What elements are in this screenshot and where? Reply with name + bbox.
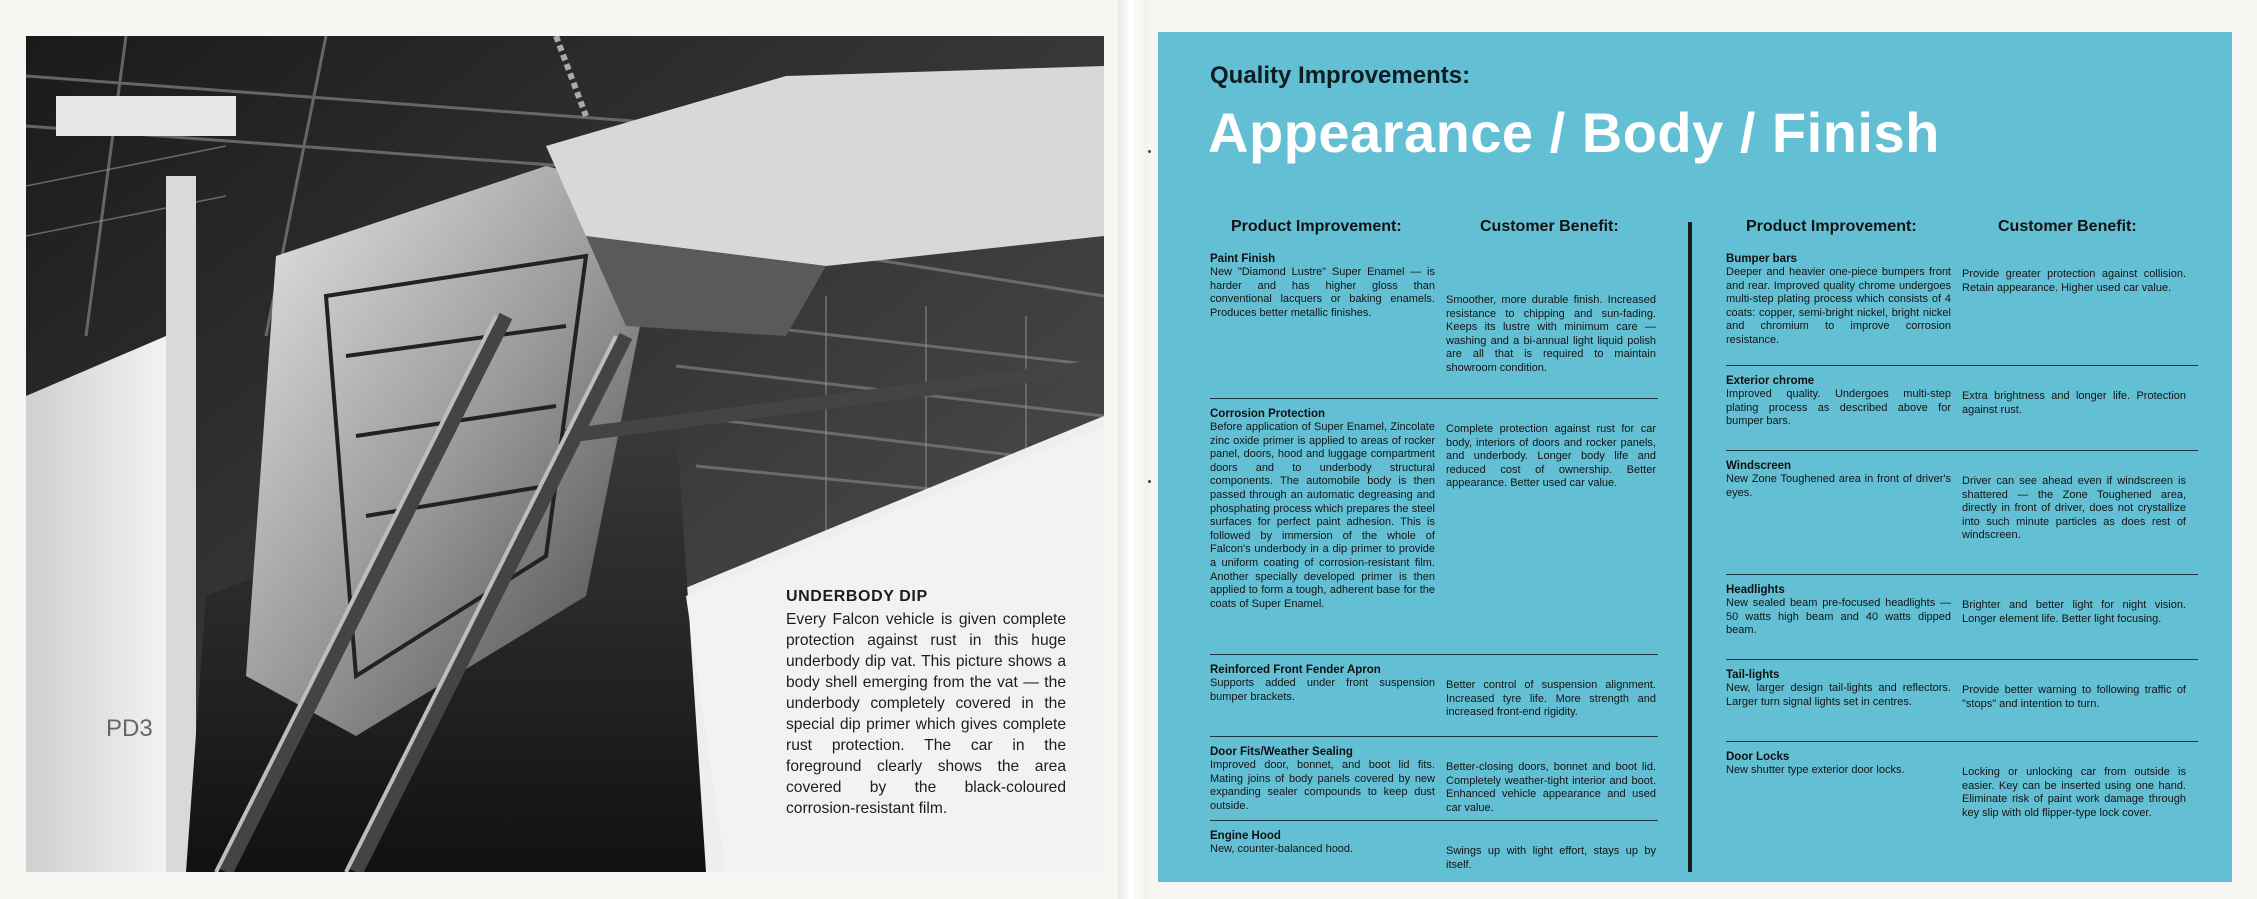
caption-body: Every Falcon vehicle is given complete protection against rust in this huge underbody dip vat. This picture shows a body shell emerging from the vat — the underbody completely covered in the special dip primer which gives complete rust protection. The car in the foreground clearly shows the area covered by the black-coloured corrosion-resistant film. — [786, 611, 1066, 817]
page-gutter — [1118, 0, 1148, 899]
binding-mark — [1148, 480, 1151, 483]
list-item — [1726, 366, 2198, 451]
right-benefit-header: Customer Benefit: — [1998, 218, 2137, 235]
item-benefit: Provide better warning to following traffic of "stops" and intention to turn. — [1962, 684, 2186, 710]
item-description: Improved door, bonnet, and boot lid fits. Mating joins of body panels covered by new expanding sealer compounds to keep dust outside. — [1210, 759, 1435, 812]
item-description: Improved quality. Undergoes multi-step plating process as described above for bumper bars. — [1726, 388, 1951, 428]
item-description: New shutter type exterior door locks. — [1726, 764, 1905, 776]
right-improvements-list — [1726, 244, 2198, 832]
item-title: Exterior chrome — [1726, 375, 1815, 387]
item-benefit: Better-closing doors, bonnet and boot lid. Completely weather-tight interior and boot. Enhanced vehicle appearance and used car value. — [1446, 761, 1656, 814]
section-kicker: Quality Improvements: — [1210, 62, 1471, 89]
item-benefit: Swings up with light effort, stays up by itself. — [1446, 845, 1656, 871]
item-title: Tail-lights — [1726, 669, 1780, 681]
list-item — [1726, 742, 2198, 832]
photo-booth-label: PD3 — [106, 715, 153, 742]
item-description: Deeper and heavier one-piece bumpers front and rear. Improved quality chrome undergoes multi-step plating process which consists of 4 coats: copper, semi-bright nickel, bright nickel and chromium to improve corrosion resistance. — [1726, 266, 1951, 346]
item-benefit: Locking or unlocking car from outside is easier. Key can be inserted using one hand. Eliminate risk of paint work damage through key slip with old flipper-type lock cover. — [1962, 766, 2186, 819]
item-description: New "Diamond Lustre" Super Enamel — is harder and has higher gloss than conventional lacquers or baking enamels. Produces better metallic finishes. — [1210, 266, 1435, 319]
item-title: Corrosion Protection — [1210, 408, 1326, 420]
left-benefit-header: Customer Benefit: — [1480, 218, 1619, 235]
item-description: New, larger design tail-lights and reflectors. Larger turn signal lights set in centres. — [1726, 682, 1951, 708]
item-benefit: Smoother, more durable finish. Increased resistance to chipping and sun-fading. Keeps its lustre with minimum care — washing and a bi-annual light liquid polish are all that is required to maintain showroom condition. — [1446, 294, 1656, 374]
caption-title: UNDERBODY DIP — [786, 588, 928, 605]
list-item — [1210, 821, 1658, 881]
item-description: New, counter-balanced hood. — [1210, 843, 1354, 855]
item-benefit: Driver can see ahead even if windscreen is shattered — the Zone Toughened area, directly in front of driver, does not crystallize into such minute particles as does rest of windscreen. — [1962, 475, 2186, 542]
quality-improvements-panel — [1158, 32, 2232, 882]
list-item — [1210, 399, 1658, 655]
item-title: Bumper bars — [1726, 253, 1797, 265]
item-description: New sealed beam pre-focused headlights — 50 watts high beam and 40 watts dipped beam. — [1726, 597, 1951, 637]
item-title: Door Locks — [1726, 751, 1790, 763]
item-benefit: Extra brightness and longer life. Protection against rust. — [1962, 390, 2186, 416]
list-item — [1726, 575, 2198, 660]
column-divider — [1688, 222, 1692, 872]
list-item — [1210, 244, 1658, 399]
page-title: Appearance / Body / Finish — [1208, 101, 1940, 164]
right-page — [1148, 0, 2257, 899]
item-benefit: Complete protection against rust for car body, interiors of doors and rocker panels, and underbody. Longer body life and reduced cost of ownership. Better appearance. Better used car value. — [1446, 423, 1656, 490]
list-item — [1210, 655, 1658, 737]
list-item — [1726, 451, 2198, 575]
left-improvement-header: Product Improvement: — [1231, 218, 1402, 235]
item-title: Headlights — [1726, 584, 1785, 596]
binding-mark — [1148, 150, 1151, 153]
left-page — [0, 0, 1118, 899]
item-benefit: Provide greater protection against collision. Retain appearance. Higher used car value. — [1962, 268, 2186, 294]
left-improvements-list — [1210, 244, 1658, 881]
list-item — [1726, 660, 2198, 742]
item-benefit: Brighter and better light for night vision. Longer element life. Better light focusing. — [1962, 599, 2186, 625]
right-improvement-header: Product Improvement: — [1746, 218, 1917, 235]
item-title: Reinforced Front Fender Apron — [1210, 664, 1381, 676]
list-item — [1210, 737, 1658, 821]
list-item — [1726, 244, 2198, 366]
item-title: Windscreen — [1726, 460, 1792, 472]
item-title: Engine Hood — [1210, 830, 1281, 842]
item-benefit: Better control of suspension alignment. Increased tyre life. More strength and increased front-end rigidity. — [1446, 679, 1656, 719]
photo-caption — [786, 588, 1066, 819]
item-description: Supports added under front suspension bumper brackets. — [1210, 677, 1435, 703]
item-description: Before application of Super Enamel, Zincolate zinc oxide primer is applied to areas of rocker panel, doors, hood and luggage compartment doors and to underbody structural components. The automobile body is then passed through an automatic degreasing and phosphating process which prepares the steel surfaces for perfect paint adhesion. This is followed by immersion of the whole of Falcon's underbody in a dip primer to provide a uniform coating of corrosion-resistant film. Another specially developed primer is then applied to form a tough, adherent base for the coats of Super Enamel. — [1210, 421, 1435, 610]
item-title: Paint Finish — [1210, 253, 1276, 265]
item-description: New Zone Toughened area in front of driver's eyes. — [1726, 473, 1951, 499]
item-title: Door Fits/Weather Sealing — [1210, 746, 1353, 758]
